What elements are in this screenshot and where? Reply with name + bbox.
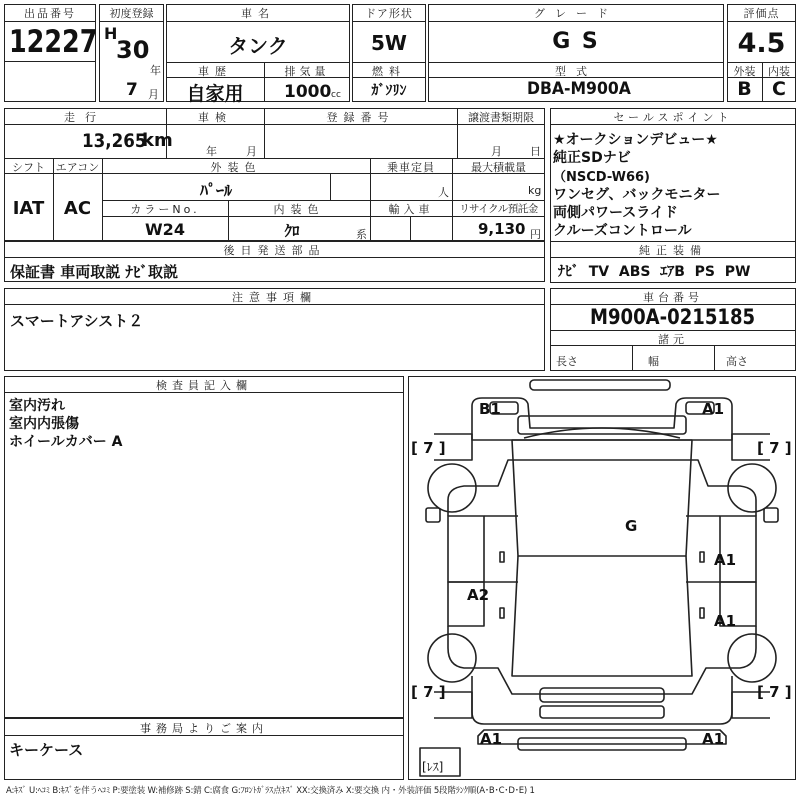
aircon: AC	[63, 198, 92, 219]
sales-point-line: ★オークションデビュー★	[553, 132, 718, 148]
score-label: 評価点	[743, 7, 780, 20]
damage-mark-front-right: A1	[702, 400, 725, 418]
sales-point-line: ワンセグ、バックモニター	[553, 187, 721, 203]
grade-label: グレード	[534, 7, 618, 20]
recycle-fee-label: リサイクル預託金	[459, 203, 538, 215]
displacement: 1000	[284, 82, 332, 102]
spare-tire-mark: [ﾚｽ]	[422, 760, 444, 774]
inspector-notes-label: 検査員記入欄	[156, 379, 252, 392]
tire-tread-rear-right: [ 7 ]	[757, 683, 792, 701]
shift: IAT	[12, 198, 45, 219]
registration-year: 30	[116, 36, 150, 64]
damage-mark-right-front-door: A1	[714, 551, 737, 569]
recycle-fee: 9,130	[478, 220, 526, 238]
mileage: 13,265	[82, 130, 147, 152]
recycle-fee-unit: 円	[530, 228, 541, 241]
damage-mark-hood: G	[625, 517, 638, 535]
mileage-label: 走行	[64, 111, 106, 124]
history-label: 車歴	[198, 65, 232, 78]
registration-year-unit: 年	[150, 64, 161, 77]
fuel-label: 燃料	[372, 65, 406, 78]
exterior-grade: B	[737, 78, 752, 100]
tire-tread-front-right: [ 7 ]	[757, 439, 792, 457]
lot-number: 12227	[9, 24, 98, 60]
max-load-unit: kg	[528, 184, 542, 197]
door-type: 5W	[371, 31, 407, 55]
displacement-unit: cc	[331, 90, 341, 100]
registration-number-label: 登録番号	[326, 111, 395, 124]
equipment-label: 純正装備	[639, 244, 707, 257]
aircon-label: エアコン	[55, 161, 100, 174]
later-parts: 保証書 車両取説 ﾅﾋﾞ取説	[10, 263, 178, 281]
interior-grade-label: 内装	[768, 65, 790, 78]
car-name: タンク	[228, 34, 288, 58]
office-notice: キーケース	[9, 741, 84, 759]
equipment: ﾅﾋﾞ TV ABS ｴｱB PS PW	[558, 264, 751, 280]
door-type-label: ドア形状	[365, 7, 413, 20]
capacity-label: 乗車定員	[387, 161, 435, 174]
chassis-number: M900A-0215185	[590, 305, 756, 329]
model-code: DBA-M900A	[527, 79, 631, 99]
inspection-label: 車検	[198, 111, 232, 124]
inspector-note-line: ホイールカバー A	[9, 434, 123, 450]
specs-height-label: 高さ	[726, 355, 748, 368]
grade: G S	[552, 29, 600, 54]
interior-color: ｸﾛ	[284, 222, 300, 240]
registration-month-unit: 月	[148, 88, 159, 101]
car-outline-diagram	[408, 376, 796, 780]
transfer-deadline-month-unit: 月	[491, 145, 502, 158]
exterior-grade-label: 外装	[733, 65, 756, 78]
car-name-label: 車名	[241, 7, 275, 20]
interior-color-label: 内装色	[273, 203, 325, 216]
sales-point-line: 両側パワースライド	[553, 205, 678, 221]
mileage-unit: km	[142, 130, 173, 151]
damage-mark-right-rear-door: A1	[714, 612, 737, 630]
inspector-note-line: 室内内張傷	[9, 416, 79, 432]
color-no: W24	[145, 220, 185, 239]
sales-point-line: クルーズコントロール	[553, 223, 692, 239]
sales-point-line: （NSCD-W66)	[553, 170, 650, 185]
fuel: ｶﾞｿﾘﾝ	[371, 83, 407, 99]
chassis-number-label: 車台番号	[643, 291, 703, 304]
damage-legend: A:ｷｽﾞ U:ﾍｺﾐ B:ｷｽﾞを伴うﾍｺﾐ P:要塗装 W:補修跡 S:錆 C:腐食 G:ﾌﾛﾝﾄｶﾞﾗｽ点ｷｽﾞ XX:交換済み X:要交換 内・外装評価 5段階ﾗﾝｸ順(A･B･C･D･E) 1	[6, 786, 535, 796]
sales-point-line: 純正SDナビ	[553, 150, 631, 166]
registration-era: H	[104, 24, 118, 43]
displacement-label: 排気量	[284, 65, 330, 78]
max-load-label: 最大積載量	[471, 161, 526, 174]
damage-mark-rear-left: A1	[480, 730, 503, 748]
later-parts-label: 後日発送部品	[223, 244, 326, 257]
damage-mark-rear-right: A1	[702, 730, 725, 748]
transfer-deadline-day-unit: 日	[530, 145, 541, 158]
damage-mark-front-left: B1	[479, 400, 501, 418]
office-notice-label: 事務局よりご案内	[140, 722, 268, 735]
first-registration-label: 初度登録	[109, 7, 154, 20]
notes: スマートアシスト２	[10, 312, 144, 330]
specs-label: 諸元	[658, 333, 688, 346]
exterior-color-label: 外装色	[210, 161, 262, 174]
capacity-unit: 人	[438, 186, 449, 199]
shift-label: シフト	[12, 161, 45, 174]
sales-points-label: セールスポイント	[613, 111, 733, 124]
lot-number-label: 出品番号	[24, 7, 76, 20]
specs-width-label: 幅	[648, 355, 659, 368]
color-no-label: カラーNo.	[130, 203, 200, 216]
interior-color-unit: 系	[356, 228, 367, 241]
inspection-month-unit: 月	[246, 145, 257, 158]
model-code-label: 型式	[555, 65, 597, 78]
tire-tread-front-left: [ 7 ]	[411, 439, 446, 457]
notes-label: 注意事項欄	[232, 291, 317, 304]
history: 自家用	[186, 83, 244, 105]
inspector-note-line: 室内汚れ	[9, 398, 65, 414]
tire-tread-rear-left: [ 7 ]	[411, 683, 446, 701]
import-label: 輸入車	[388, 203, 434, 216]
score: 4.5	[737, 28, 786, 59]
registration-month: 7	[126, 80, 138, 100]
transfer-deadline-label: 譲渡書類期限	[468, 111, 534, 124]
exterior-color: ﾊﾟｰﾙ	[199, 181, 232, 200]
damage-mark-left-rear-door: A2	[467, 586, 490, 604]
specs-length-label: 長さ	[556, 355, 578, 368]
interior-grade: C	[772, 78, 786, 100]
inspection-year-unit: 年	[206, 145, 217, 158]
